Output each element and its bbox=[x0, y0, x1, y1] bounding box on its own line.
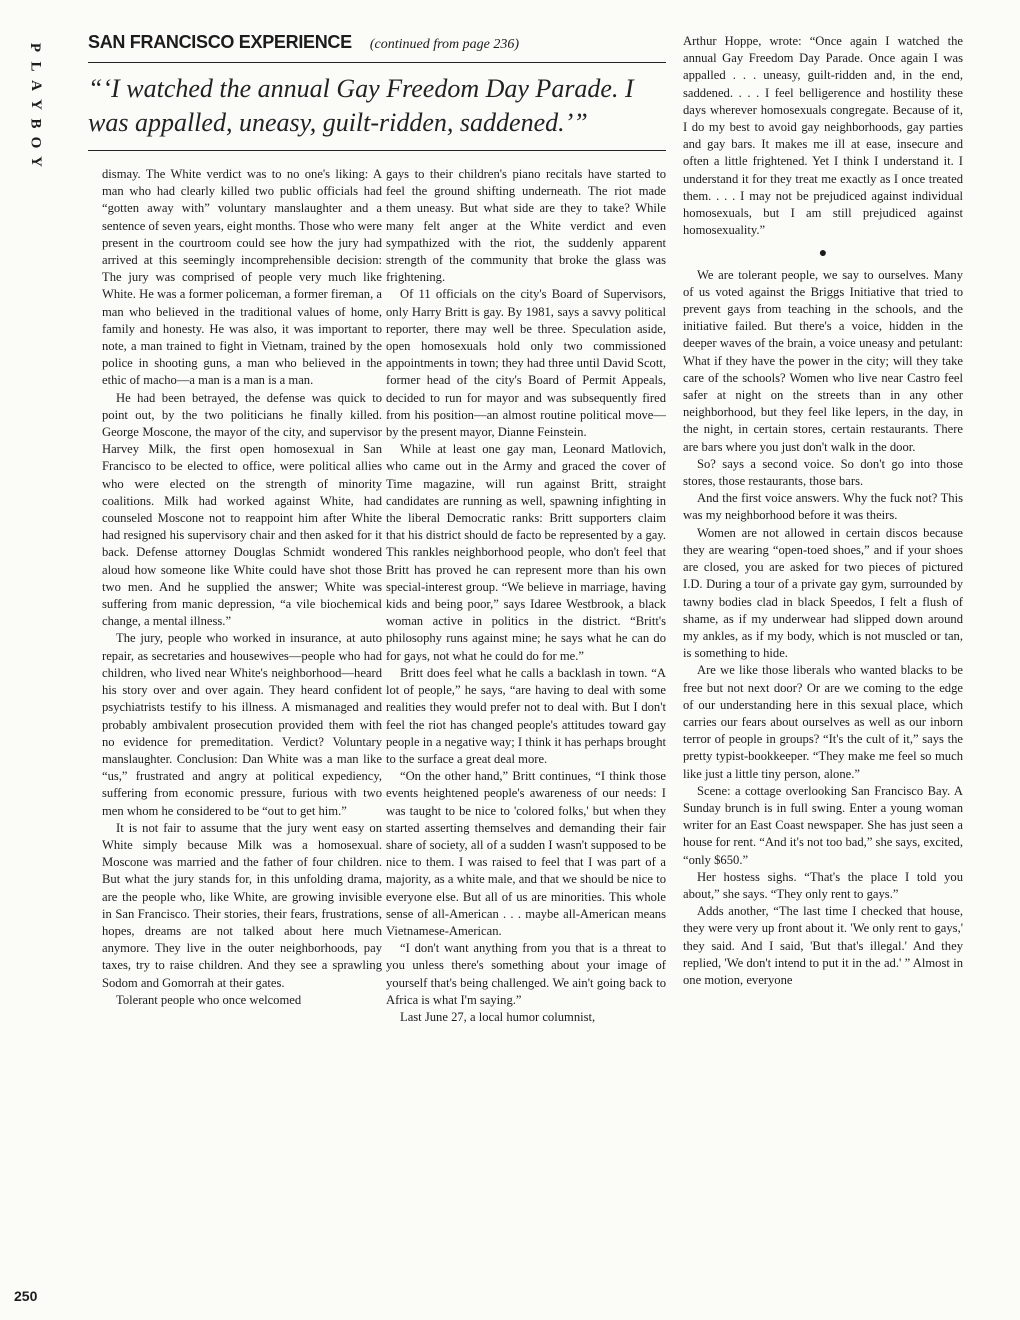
paragraph: So? says a second voice. So don't go into those stores, those restaurants, those bars. bbox=[683, 456, 963, 489]
paragraph: The jury, people who worked in insurance, at auto repair, as secretaries and housewives—people who had children, who lived near White's neighborhood—heard his story over and over again. They heard confident psychiatrists testify to his illness. A mismanaged and probably ambivalent prosecution provided them with no evidence for premeditation. Verdict? Voluntary manslaughter. Conclusion: Dan White was a man like “us,” frustrated and angry at political expediency, suffering from economic pressure, furious with two men whom he considered to be “out to get him.” bbox=[102, 631, 382, 818]
magazine-name-vertical: P L A Y B O Y bbox=[27, 42, 44, 167]
paragraph: Britt does feel what he calls a backlash in town. “A lot of people,” he says, “are having to deal with some realities they would prefer not to deal with. But I don't feel the riot has changed people's attitudes toward gay people in a negative way; I think it has perhaps brought to the surface a great deal more. bbox=[386, 665, 666, 766]
paragraph: It is not fair to assume that the jury went easy on White simply because Milk was a homosexual. Moscone was married and the father of four children. But what the jury stands for, in this unfolding drama, are the people who, like White, are growing invisible in San Francisco. Their stories, their fears, frustrations, hopes, dreams are not talked about here much anymore. They live in the outer neighborhoods, pay taxes, try to raise children. And they see a sprawling Sodom and Gomorrah at their gates. bbox=[102, 820, 382, 990]
article-title: SAN FRANCISCO EXPERIENCE bbox=[88, 32, 352, 52]
paragraph: “On the other hand,” Britt continues, “I think those events heightened people's awareness of our needs: I was taught to be nice to 'colored folks,' but when they started asserting themselves and demanding their fair share of society, all of a sudden I wasn't supposed to be nice to them. I was raised to feel that I was part of a majority, as a white male, and that we should be nice to everyone else. But all of us are minorities. This whole sense of all-American . . . maybe all-American means Vietnamese-American. bbox=[386, 769, 666, 938]
article-header bbox=[88, 32, 666, 53]
paragraph: We are tolerant people, we say to ourselves. Many of us voted against the Briggs Initiative that tried to prevent gays from teaching in the schools, and the initiative failed. But there's a voice, hidden in the deeper waves of the brain, a voice uneasy and petulant: What if they have the power in the city; will they take care of the schools? Women who live near Castro feel safer at night on the streets than in any other neighborhood, but they feel like lepers, in the day, in the night, in certain stores, certain restaurants. There are bars where you just don't walk in the door. bbox=[683, 267, 963, 454]
paragraph: Adds another, “The last time I checked that house, they were very up front about it. 'We only rent to gays,' they said. And I said, 'But that's illegal.' And they replied, 'We don't intend to put it in the ad.' ” Almost in one motion, everyone bbox=[683, 904, 963, 987]
pull-quote-rule bbox=[88, 150, 666, 151]
text-column-3 bbox=[683, 33, 963, 1278]
paragraph: “I don't want anything from you that is a threat to you unless there's something about your image of yourself that's being challenged. We ain't going back to Africa is what I'm saying.” bbox=[386, 941, 666, 1007]
paragraph: While at least one gay man, Leonard Matlovich, who came out in the Army and graced the cover of Time magazine, will run against Britt, straight candidates are running as well, spawning infighting in the liberal Democratic ranks: Britt supporters claim that his district should de facto be represented by a gay. This rankles neighborhood people, who don't feel that Britt has proved he can represent more than his own special-interest group. “We believe in marriage, having kids and being poor,” says Idaree Westbrook, a black woman active in politics in the district. “Britt's philosophy runs against mine; he says what he can do for gays, not what he could do for me.” bbox=[386, 442, 666, 663]
header-rule bbox=[88, 62, 666, 63]
continued-note: (continued from page 236) bbox=[369, 37, 520, 52]
paragraph: He had been betrayed, the defense was quick to point out, by the two politicians he finally killed. George Moscone, the mayor of the city, and supervisor Harvey Milk, the first open homosexual in San Francisco to be elected to office, were political allies who were elected on the strength of minority coalitions. Milk had worked against White, had counseled Moscone not to reappoint him after White had resigned his supervisory chair and then asked for it back. Defense attorney Douglas Schmidt wondered aloud how someone like White could have shot those two men. And he supplied the answer; White was suffering from manic depression, “a vile biochemical change, a mental illness.” bbox=[102, 390, 382, 629]
pull-quote: “‘I watched the annual Gay Freedom Day Parade. I was appalled, uneasy, guilt-ridden, saddened.’” bbox=[88, 74, 634, 137]
paragraph: And the first voice answers. Why the fuck not? This was my neighborhood before it was theirs. bbox=[683, 491, 963, 523]
paragraph: Her hostess sighs. “That's the place I told you about,” she says. “They only rent to gays.” bbox=[683, 869, 963, 901]
paragraph: Arthur Hoppe, wrote: “Once again I watched the annual Gay Freedom Day Parade. Once again I was appalled . . . uneasy, guilt-ridden and, in the end, saddened. . . . I feel belligerence and hostility these days wherever homosexuals congregate. Because of it, I do my best to avoid gay neighborhoods, gay parties and gay bars. It makes me ill at ease, insecure and often a little frightened. Yet I think I understand it. I understand it for they treat me exactly as I once treated them. . . . I may not be prejudiced against individual homosexuals, but I am still prejudiced against homosexuality.” bbox=[683, 34, 963, 238]
paragraph: Of 11 officials on the city's Board of Supervisors, only Harry Britt is gay. By 1981, says a savvy political reporter, there may well be three. Speculation aside, open homosexuals hold only two commissioned appointments in town; they had three until David Scott, former head of the city's Board of Permit Appeals, decided to run for mayor and was subsequently fired from his position—an almost routine political move—by the present mayor, Dianne Feinstein. bbox=[386, 287, 666, 440]
paragraph: gays to their children's piano recitals have started to feel the ground shifting underneath. The riot made them uneasy. But what side are they to take? While many felt anger at the White verdict and even sympathized with the riot, the suddenly apparent strength of the community that broke the glass was frightening. bbox=[386, 167, 666, 285]
paragraph: Scene: a cottage overlooking San Francisco Bay. A Sunday brunch is in full swing. Enter a young woman writer for an East Coast newspaper. She has just seen a house for rent. “And it's not too bad,” she says, excited, “only $650.” bbox=[683, 783, 963, 867]
paragraph: Are we like those liberals who wanted blacks to be free but not next door? Or are we coming to the edge of our understanding here in this sexual place, which carries our fears about ourselves as well as our inborn terror of people in groups? “It's the cult of it,” says the pretty typist-bookkeeper. “They make me feel so much like just a little tiny person, alone.” bbox=[683, 663, 963, 781]
section-bullet: ● bbox=[818, 246, 828, 262]
paragraph: Last June 27, a local humor columnist, bbox=[400, 1009, 596, 1024]
paragraph: Women are not allowed in certain discos because they are wearing “open-toed shoes,” and if your shoes are closed, you are asked for two pieces of pictured I.D. During a tour of a private gay gym, surrounded by tawny bodies clad in black Speedos, I felt a flush of shame, as if my underwear had slipped down around my ankles, as if my body, which is not muscled or tan, is something to hide. bbox=[683, 525, 963, 661]
text-column-2 bbox=[386, 166, 666, 1278]
paragraph: Tolerant people who once welcomed bbox=[116, 992, 302, 1007]
page-number: 250 bbox=[14, 1288, 38, 1304]
text-column-1 bbox=[102, 166, 382, 1278]
paragraph: dismay. The White verdict was to no one's liking: A man who had clearly killed two public officials had “gotten away with” voluntary manslaughter and a sentence of seven years, eight months. Those who were present in the courtroom could see how the jury had arrived at this seemingly incomprehensible decision: The jury was comprised of people very much like White. He was a former policeman, a former fireman, a man who believed in the traditional values of home, family and honesty. He was also, it was important to note, a man trained to fight in Vietnam, trained by the police in shooting guns, a man who believed in the ethic of macho—a man is a man is a man. bbox=[102, 167, 382, 388]
